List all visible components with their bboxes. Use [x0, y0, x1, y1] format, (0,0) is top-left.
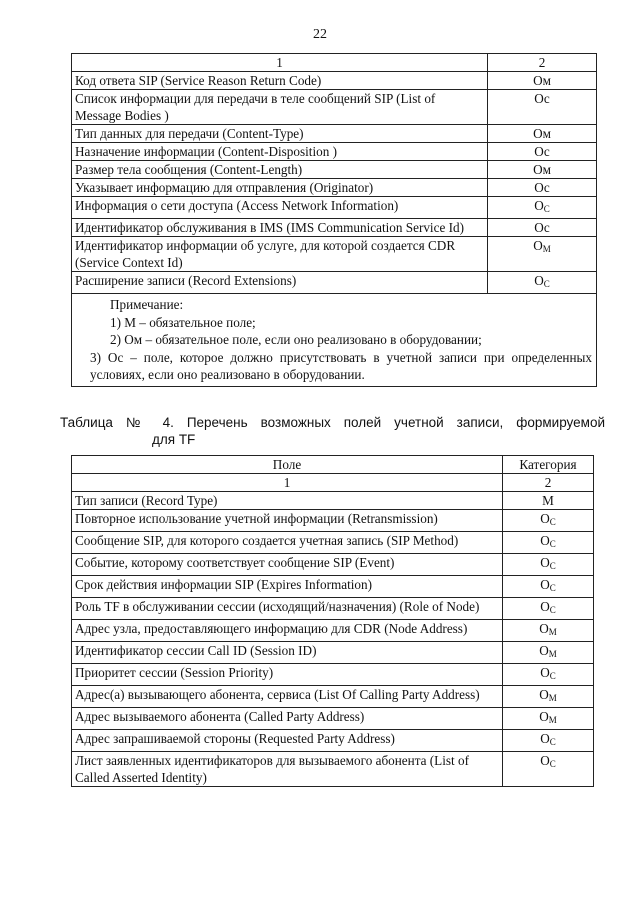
field-cell: Информация о сети доступа (Access Network Information) [72, 197, 488, 219]
field-cell: Указывает информацию для отправления (Originator) [72, 179, 488, 197]
field-cell: Сообщение SIP, для которого создается учетная запись (SIP Method) [72, 532, 503, 554]
category-value: Ос [534, 220, 550, 235]
category-subscript: М [548, 627, 557, 637]
category-value: О [540, 665, 550, 680]
category-value: О [534, 198, 544, 213]
category-value: О [540, 511, 550, 526]
category-cell [488, 161, 597, 179]
field-cell: Адрес запрашиваемой стороны (Requested Party Address) [72, 730, 503, 752]
category-value: О [539, 709, 549, 724]
category-value: О [540, 555, 550, 570]
field-cell: Роль TF в обслуживании сессии (исходящий/назначения) (Role of Node) [72, 598, 503, 620]
category-cell [488, 72, 597, 90]
column-number-1: 1 [72, 54, 488, 72]
note-row [72, 294, 597, 387]
category-value: Ос [534, 180, 550, 195]
fields-table-continued [71, 53, 597, 387]
table-row [72, 642, 594, 664]
category-cell [503, 620, 594, 642]
table-row [72, 219, 597, 237]
category-value: О [539, 621, 549, 636]
category-value: О [534, 273, 544, 288]
category-cell [503, 642, 594, 664]
table-row [72, 708, 594, 730]
note-item: 3) Ос – поле, которое должно присутствовать в учетной записи при определенных условиях, если оно реализовано в оборудовании. [90, 349, 592, 382]
category-cell [488, 143, 597, 161]
category-value: Ом [533, 73, 551, 88]
table-row [72, 620, 594, 642]
category-value: Ос [534, 91, 550, 106]
table-row [72, 237, 597, 272]
caption-line-1: Таблица № 4. Перечень возможных полей учетной записи, формируемой [60, 415, 605, 430]
header-field: Поле [72, 456, 503, 474]
category-subscript: М [548, 715, 557, 725]
category-value: О [533, 238, 543, 253]
field-cell: Расширение записи (Record Extensions) [72, 272, 488, 294]
table-row [72, 161, 597, 179]
category-cell [488, 197, 597, 219]
table-row [72, 532, 594, 554]
column-number-2: 2 [488, 54, 597, 72]
category-subscript: С [549, 583, 556, 593]
table-row [72, 752, 594, 787]
category-subscript: С [549, 759, 556, 769]
note-item: 2) Ом – обязательное поле, если оно реализовано в оборудовании; [110, 332, 482, 347]
category-cell [488, 272, 597, 294]
category-value: О [540, 599, 550, 614]
category-cell [488, 219, 597, 237]
field-cell: Размер тела сообщения (Content-Length) [72, 161, 488, 179]
category-cell [503, 554, 594, 576]
category-value: О [539, 643, 549, 658]
category-value: О [540, 731, 550, 746]
table-row [72, 598, 594, 620]
table-row [72, 510, 594, 532]
category-subscript: С [549, 671, 556, 681]
category-value: О [540, 533, 550, 548]
table-row [72, 686, 594, 708]
table-row [72, 197, 597, 219]
table-row [72, 143, 597, 161]
category-subscript: С [543, 279, 550, 289]
category-cell [503, 752, 594, 787]
category-subscript: С [549, 517, 556, 527]
column-number-row [72, 54, 597, 72]
category-cell [503, 730, 594, 752]
category-subscript: С [549, 539, 556, 549]
field-cell: Срок действия информации SIP (Expires Information) [72, 576, 503, 598]
table-row [72, 576, 594, 598]
field-cell: Лист заявленных идентификаторов для вызываемого абонента (List of Called Asserted Identity) [72, 752, 503, 787]
category-cell [503, 492, 594, 510]
category-cell [503, 708, 594, 730]
header-category: Категория [503, 456, 594, 474]
category-subscript: М [548, 693, 557, 703]
table-row [72, 125, 597, 143]
caption-line-2: для TF [152, 432, 196, 447]
category-cell [503, 532, 594, 554]
table-row [72, 492, 594, 510]
field-cell: Приоритет сессии (Session Priority) [72, 664, 503, 686]
field-cell: Идентификатор сессии Call ID (Session ID) [72, 642, 503, 664]
field-cell: Повторное использование учетной информации (Retransmission) [72, 510, 503, 532]
category-subscript: С [549, 561, 556, 571]
category-value: О [540, 753, 550, 768]
table-row [72, 554, 594, 576]
category-value: Ос [534, 144, 550, 159]
category-cell [488, 90, 597, 125]
column-number-row [72, 474, 594, 492]
category-cell [503, 686, 594, 708]
category-subscript: С [549, 605, 556, 615]
field-cell: Событие, которому соответствует сообщение SIP (Event) [72, 554, 503, 576]
column-number-1: 1 [72, 474, 503, 492]
category-cell [488, 237, 597, 272]
note-title: Примечание: [110, 297, 184, 312]
field-cell: Адрес(а) вызывающего абонента, сервиса (List Of Calling Party Address) [72, 686, 503, 708]
table-row [72, 72, 597, 90]
note-cell [72, 294, 597, 387]
category-cell [503, 664, 594, 686]
category-value: О [540, 577, 550, 592]
category-value: М [542, 493, 554, 508]
table-caption [60, 414, 605, 448]
field-cell: Назначение информации (Content-Disposition ) [72, 143, 488, 161]
field-cell: Код ответа SIP (Service Reason Return Code) [72, 72, 488, 90]
field-cell: Адрес узла, предоставляющего информацию для CDR (Node Address) [72, 620, 503, 642]
field-cell: Тип данных для передачи (Content-Type) [72, 125, 488, 143]
column-number-2: 2 [503, 474, 594, 492]
table-row [72, 272, 597, 294]
category-value: Ом [533, 162, 551, 177]
table-row [72, 90, 597, 125]
tf-fields-table [71, 455, 594, 787]
category-subscript: С [549, 737, 556, 747]
field-cell: Тип записи (Record Type) [72, 492, 503, 510]
category-subscript: М [542, 244, 551, 254]
category-value: Ом [533, 126, 551, 141]
category-cell [488, 125, 597, 143]
category-subscript: М [548, 649, 557, 659]
table-row [72, 730, 594, 752]
category-value: О [539, 687, 549, 702]
table-row [72, 179, 597, 197]
note-item: 1) М – обязательное поле; [110, 314, 256, 330]
header-row [72, 456, 594, 474]
category-cell [488, 179, 597, 197]
category-cell [503, 576, 594, 598]
field-cell: Адрес вызываемого абонента (Called Party Address) [72, 708, 503, 730]
table-row [72, 664, 594, 686]
category-cell [503, 598, 594, 620]
category-cell [503, 510, 594, 532]
field-cell: Идентификатор обслуживания в IMS (IMS Communication Service Id) [72, 219, 488, 237]
field-cell: Идентификатор информации об услуге, для которой создается CDR (Service Context Id) [72, 237, 488, 272]
field-cell: Список информации для передачи в теле сообщений SIP (List of Message Bodies ) [72, 90, 488, 125]
page-number: 22 [313, 27, 327, 42]
category-subscript: С [543, 204, 550, 214]
